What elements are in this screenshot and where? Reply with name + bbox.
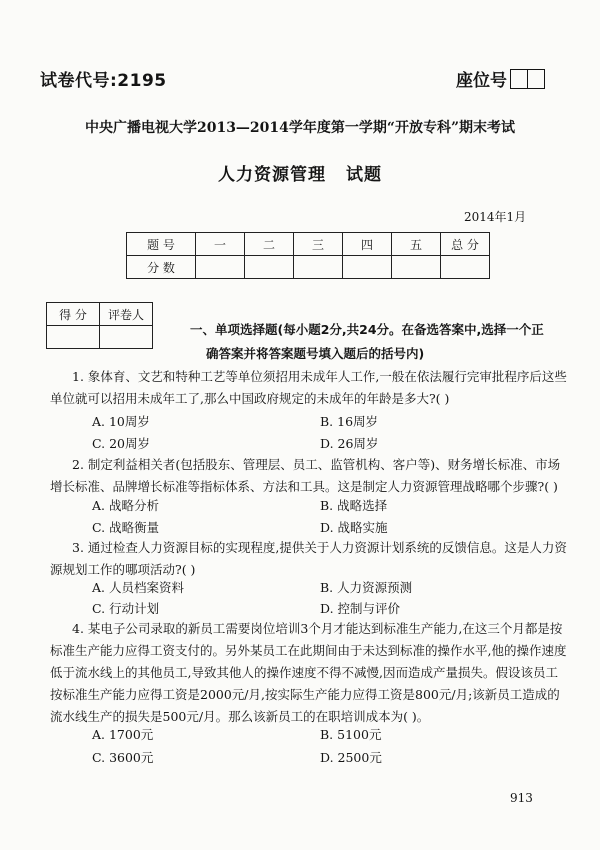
option-c: C. 20周岁 [92,436,150,451]
score-table-value-row [127,256,490,279]
seat-number-box[interactable] [510,69,528,89]
option-a: A. 战略分析 [92,498,159,513]
seat-number-label: 座位号 [456,71,507,91]
option-c: C. 3600元 [92,750,154,765]
question-text: 3. 通过检查人力资源目标的实现程度,提供关于人力资源计划系统的反馈信息。这是人力资源规划工作的哪项活动?( ) [50,540,567,577]
score-cell [294,256,343,279]
question-text: 2. 制定利益相关者(包括股东、管理层、员工、监管机构、客户等)、财务增长标准、市场增长标准、品牌增长标准等指标体系、方法和工具。这是制定人力资源管理战略哪个步骤?( ) [50,457,561,494]
section-heading [190,318,572,366]
score-cell [196,256,245,279]
subject-suffix: 试题 [346,165,382,185]
option-b: B. 人力资源预测 [320,580,413,595]
score-cell [441,256,490,279]
score-table-header-row [127,233,490,256]
exam-code: 试卷代号:2195 [40,71,167,91]
section-heading-line: 确答案并将答案题号填入题后的括号内) [206,346,425,361]
score-header-cell: 一 [196,233,245,256]
option-b: B. 5100元 [320,727,382,742]
score-header-cell: 五 [392,233,441,256]
score-header-cell: 四 [343,233,392,256]
section-heading-line: 一、单项选择题(每小题2分,共24分。在备选答案中,选择一个正 [190,322,544,337]
grader-score-label: 得 分 [47,303,100,326]
score-row-label: 分 数 [127,256,196,279]
question-2 [50,454,570,498]
option-c: C. 战略衡量 [92,520,160,535]
seat-number [456,66,545,91]
score-header-cell: 总 分 [441,233,490,256]
option-d: D. 2500元 [320,750,382,765]
question-text: 4. 某电子公司录取的新员工需要岗位培训3个月才能达到标准生产能力,在这三个月都是按标准生产能力应得工资支付的。另外某员工在此期间由于未达到标准的操作水平,他的操作速度低于流水线上的其他员工,导致其他人的操作速度不得不减慢,因而造成产量损失。假设该员工按标准生产能力应得工资是2000元/月,按实际生产能力应得工资是800元/月;该新员工造成的流水线生产的损失是500元/月。那么该新员工的在职培训成本为( )。 [50,621,567,724]
option-d: D. 战略实施 [320,520,388,535]
score-table [126,232,490,279]
option-a: A. 10周岁 [92,414,150,429]
grader-score-cell [47,326,100,349]
option-a: A. 人员档案资料 [92,580,184,595]
grader-label: 评卷人 [100,303,153,326]
subject-title [0,160,600,185]
page-number: 913 [510,791,533,805]
exam-date: 2014年1月 [464,210,527,224]
seat-number-box[interactable] [527,69,545,89]
subject-name: 人力资源管理 [218,165,326,185]
question-3 [50,537,570,581]
option-b: B. 16周岁 [320,414,379,429]
score-header-cell: 二 [245,233,294,256]
option-d: D. 26周岁 [320,436,379,451]
score-cell [392,256,441,279]
score-cell [343,256,392,279]
score-header-cell: 题 号 [127,233,196,256]
score-cell [245,256,294,279]
question-4 [50,618,570,728]
question-text: 1. 象体育、文艺和特种工艺等单位须招用未成年人工作,一般在依法履行完审批程序后这些单位就可以招用未成年工了,那么中国政府规定的未成年的年龄是多大?( ) [50,369,567,406]
exam-title: 中央广播电视大学2013—2014学年度第一学期“开放专科”期末考试 [84,120,516,136]
option-b: B. 战略选择 [320,498,388,513]
grader-cell [100,326,153,349]
option-c: C. 行动计划 [92,601,160,616]
score-header-cell: 三 [294,233,343,256]
question-1 [50,366,570,410]
grader-table [46,302,153,349]
option-a: A. 1700元 [92,727,154,742]
option-d: D. 控制与评价 [320,601,401,616]
